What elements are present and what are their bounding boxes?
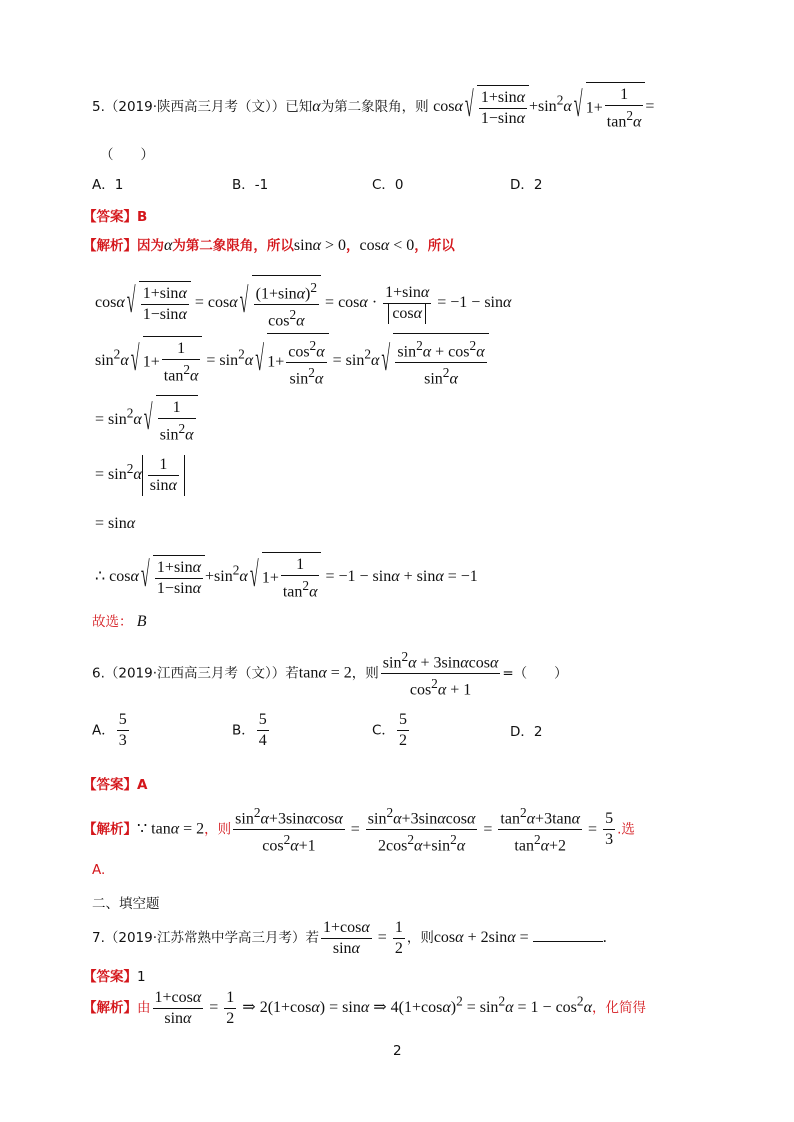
conclusion-value: B [136, 613, 147, 630]
q6-mid: ，则 [351, 665, 379, 682]
q6-option-a: A． $\frac{5}{3}$ [92, 711, 127, 749]
q5-analysis: 【解析】因为α为第二象限角，所以sinα > 0，cosα < 0，所以 [83, 237, 455, 254]
q6-paren: =（ ） [502, 665, 568, 682]
q5-option-d: D．2 [510, 177, 543, 193]
answer-blank[interactable] [533, 927, 603, 942]
q5-expression: cosα √ $\frac{1+\sin\alpha}{1-\sin\alpha}$ $+\sin^2\alpha√$ 1+ $\frac{1}{\tan^2\alpha}$ = [433, 98, 654, 115]
answer-tag: 【答案】 [83, 777, 137, 793]
analysis-text4: ，所以 [414, 238, 455, 254]
q6-analysis: 【解析】∵ tanα = 2，则 $\frac{\sin^2\alpha+3\sin\alpha\cos\alpha}{\cos^2\alpha+1}$ = $\frac{\sin^2\alpha+3\sin\alpha\cos\alpha}{2\cos^2\alpha+\sin^2\alpha}$ = $\frac{\tan^2\alpha+3\tan\alpha}{\tan^2\alpha+2}$ = $\frac{5}{3}$ .选 [83, 805, 635, 855]
q5-answer [83, 205, 147, 225]
answer-value: 1 [137, 969, 146, 985]
q6-analysis-tail: A. [92, 862, 106, 878]
section-heading: 二、填空题 [92, 896, 160, 912]
q5-step5: = sinα [95, 515, 136, 532]
q7-mid: ，则 [406, 930, 434, 947]
analysis-pre: 由 [137, 1000, 151, 1017]
q5-option-c: C．0 [372, 177, 404, 193]
answer-tag: 【答案】 [83, 969, 137, 985]
q5-step4: = $\sin^2\alpha$ $\frac{1}{\sin\alpha}$ [95, 455, 185, 496]
q5-step2: $\sin^2\alpha√$ 1+ $\frac{1}{\tan^2\alpha}$ = $\sin^2\alpha√$ 1+ $\frac{\cos^2\alpha}{\sin^2\alpha}$ = $\sin^2\alpha$ √ $\frac{\sin^2\alpha + \cos^2\alpha}{\sin^2\alpha}$ [95, 333, 489, 390]
analysis-text3: ， [346, 238, 360, 254]
analysis-end: ，化简得 [591, 1000, 646, 1017]
analysis-end: .选 [617, 821, 635, 838]
q6-option-c: C． $\frac{5}{2}$ [372, 711, 407, 749]
q6-option-b: B． $\frac{5}{4}$ [232, 711, 267, 749]
q7-prefix: 7.（2019·江苏常熟中学高三月考）若 [92, 930, 320, 947]
page-number: 2 [393, 1043, 402, 1059]
q7-answer [83, 965, 146, 985]
alpha-symbol: α [312, 97, 321, 115]
analysis-text2: 为第二象限角，所以 [172, 238, 294, 254]
analysis-tag: 【解析】 [83, 1000, 137, 1017]
q5-step6: ∴ cosα √ $\frac{1+\sin\alpha}{1-\sin\alpha}$ $+\sin^2\alpha√$ 1+ $\frac{1}{\tan^2\alpha}$ = −1 − sinα + sinα = −1 [95, 552, 478, 602]
analysis-text: 因为 [137, 238, 164, 254]
answer-tag: 【答案】 [83, 209, 137, 225]
q6-answer [83, 773, 147, 793]
q5-step1: cosα √ $\frac{1+\sin\alpha}{1-\sin\alpha}$ = cosα √ $\frac{(1+\sin\alpha)^2}{\cos^2\alpha}$ = cosα · $\frac{1+\sin\alpha}{\cos\alpha}$ = −1 − sinα [95, 275, 511, 332]
q5-prefix: 5.（2019·陕西高三月考（文））已知 [92, 98, 313, 115]
analysis-tag: 【解析】 [83, 238, 137, 254]
q5-conclusion [92, 610, 147, 631]
q7-stem: 7.（2019·江苏常熟中学高三月考）若 $\frac{1+\cos\alpha}{\sin\alpha}$ = $\frac{1}{2}$ ，则cosα + 2sinα = . [92, 919, 607, 957]
analysis-tag: 【解析】 [83, 821, 137, 838]
q6-stem: 6.（2019·江西高三月考（文））若tanα = 2，则 $\frac{\sin^2\alpha + 3\sin\alpha\cos\alpha}{\cos^2\alpha + 1}$ =（ ） [92, 649, 568, 699]
q5-mid: 为第二象限角，则 [320, 98, 429, 115]
q7-analysis: 【解析】由 $\frac{1+\cos\alpha}{\sin\alpha}$ = $\frac{1}{2}$ ⇒ 2(1+cosα) = sinα ⇒ $4(1+\cos\alpha)^2 = \sin^2\alpha = 1 - \cos^2\alpha$，化简得 [83, 989, 646, 1027]
q6-prefix: 6.（2019·江西高三月考（文））若 [92, 665, 299, 682]
q5-stem [92, 82, 654, 132]
q5-option-a: A．1 [92, 177, 124, 193]
answer-value: A [137, 777, 148, 793]
q6-option-d: D．2 [510, 724, 543, 740]
q5-step3: = $\sin^2\alpha$ √ $\frac{1}{\sin^2\alpha}$ [95, 395, 198, 445]
q5-option-b: B．-1 [232, 177, 269, 193]
q5-paren: （ ） [100, 147, 154, 163]
answer-value: B [137, 209, 148, 225]
conclusion-label: 故选： [92, 614, 133, 630]
analysis-mid: ，则 [204, 821, 232, 838]
